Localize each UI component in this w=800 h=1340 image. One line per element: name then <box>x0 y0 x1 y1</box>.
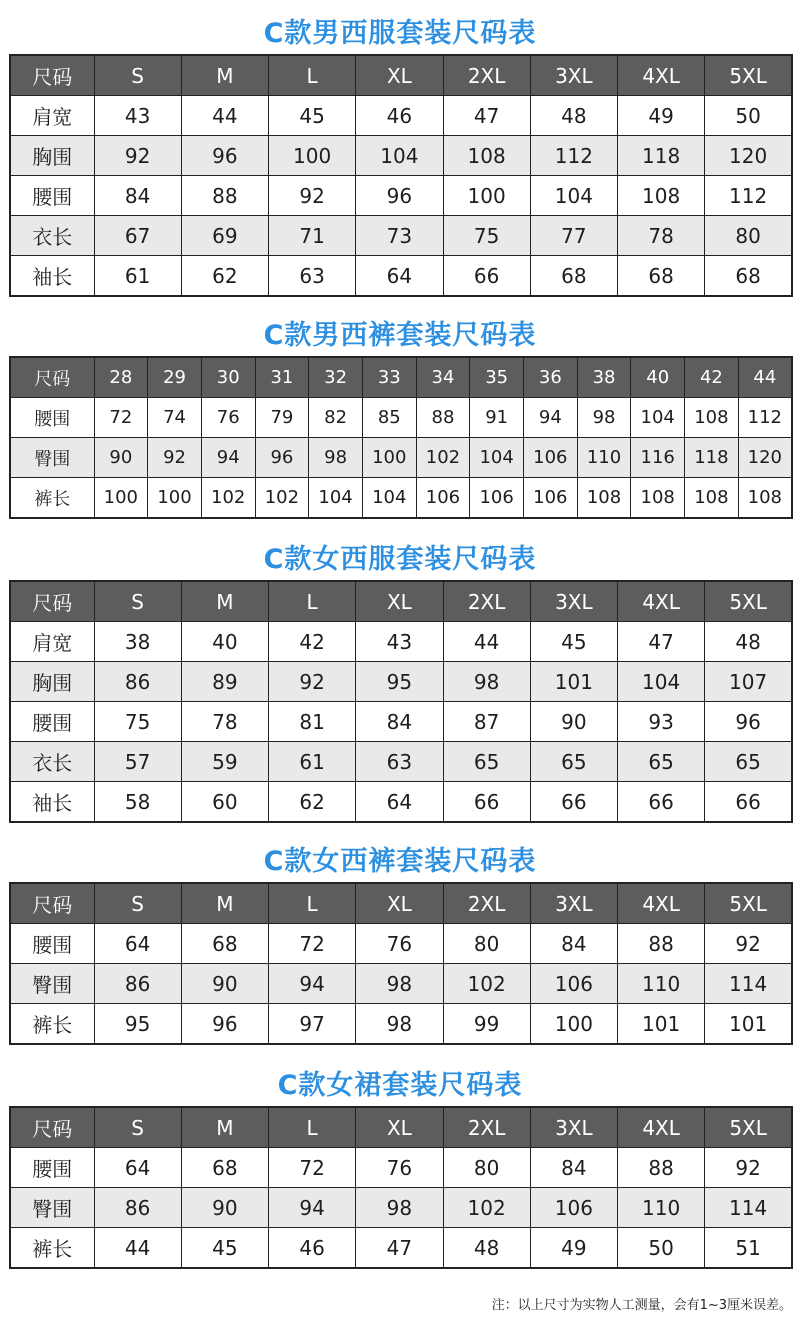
size-header-cell: 5XL <box>705 1107 792 1148</box>
measurement-value: 98 <box>443 662 530 702</box>
measurement-value: 38 <box>94 622 181 662</box>
table-row <box>10 398 792 438</box>
size-header-cell: M <box>181 581 268 622</box>
measurement-value: 61 <box>94 256 181 297</box>
measurement-value: 64 <box>94 1148 181 1188</box>
measurement-label: 臀围 <box>10 438 94 478</box>
womens-trousers-section <box>0 842 800 1045</box>
measurement-value: 108 <box>443 136 530 176</box>
measurement-value: 100 <box>148 478 202 519</box>
measurement-value: 64 <box>356 256 443 297</box>
table-row <box>10 782 792 823</box>
measurement-value: 102 <box>255 478 309 519</box>
measurement-value: 101 <box>705 1004 792 1045</box>
measurement-label: 袖长 <box>10 256 94 297</box>
measurement-value: 112 <box>705 176 792 216</box>
measurement-value: 44 <box>443 622 530 662</box>
measurement-label: 衣长 <box>10 216 94 256</box>
measurement-value: 92 <box>705 924 792 964</box>
mens-trousers-size-table <box>9 356 793 519</box>
measurement-value: 71 <box>269 216 356 256</box>
measurement-value: 86 <box>94 662 181 702</box>
measurement-value: 68 <box>705 256 792 297</box>
size-header-label: 尺码 <box>10 883 94 924</box>
size-header-cell: 4XL <box>618 1107 705 1148</box>
size-header-cell: 29 <box>148 357 202 398</box>
table-row <box>10 662 792 702</box>
measurement-value: 86 <box>94 1188 181 1228</box>
measurement-value: 106 <box>524 438 578 478</box>
measurement-label: 肩宽 <box>10 96 94 136</box>
size-header-cell: 30 <box>201 357 255 398</box>
size-header-cell: 36 <box>524 357 578 398</box>
measurement-value: 98 <box>356 1188 443 1228</box>
measurement-label: 裤长 <box>10 1004 94 1045</box>
measurement-value: 100 <box>530 1004 617 1045</box>
measurement-value: 110 <box>618 1188 705 1228</box>
size-header-cell: XL <box>356 581 443 622</box>
size-header-cell: S <box>94 55 181 96</box>
measurement-value: 64 <box>356 782 443 823</box>
header-row <box>10 1107 792 1148</box>
measurement-value: 65 <box>443 742 530 782</box>
size-header-cell: XL <box>356 1107 443 1148</box>
measurement-value: 104 <box>631 398 685 438</box>
measurement-label: 胸围 <box>10 662 94 702</box>
measurement-value: 51 <box>705 1228 792 1269</box>
size-header-cell: 28 <box>94 357 148 398</box>
measurement-value: 82 <box>309 398 363 438</box>
size-header-cell: 4XL <box>618 883 705 924</box>
measurement-value: 98 <box>577 398 631 438</box>
table-row <box>10 1148 792 1188</box>
table-row <box>10 96 792 136</box>
measurement-label: 袖长 <box>10 782 94 823</box>
measurement-value: 104 <box>618 662 705 702</box>
measurement-value: 76 <box>201 398 255 438</box>
table-row <box>10 216 792 256</box>
table-row <box>10 964 792 1004</box>
measurement-value: 66 <box>705 782 792 823</box>
measurement-value: 74 <box>148 398 202 438</box>
measurement-label: 裤长 <box>10 478 94 519</box>
size-header-cell: S <box>94 581 181 622</box>
measurement-value: 57 <box>94 742 181 782</box>
size-header-label: 尺码 <box>10 357 94 398</box>
measurement-value: 60 <box>181 782 268 823</box>
size-header-cell: 4XL <box>618 55 705 96</box>
measurement-value: 112 <box>530 136 617 176</box>
measurement-value: 96 <box>181 1004 268 1045</box>
measurement-value: 96 <box>705 702 792 742</box>
measurement-value: 88 <box>618 1148 705 1188</box>
measurement-value: 112 <box>738 398 792 438</box>
size-header-cell: L <box>269 1107 356 1148</box>
measurement-value: 87 <box>443 702 530 742</box>
measurement-value: 104 <box>470 438 524 478</box>
measurement-note: 注：以上尺寸为实物人工测量，会有1~3厘米误差。 <box>491 1298 792 1313</box>
table-title: C款女西服套装尺码表 <box>263 544 537 575</box>
measurement-value: 84 <box>94 176 181 216</box>
size-header-cell: M <box>181 883 268 924</box>
table-row <box>10 438 792 478</box>
measurement-value: 101 <box>530 662 617 702</box>
size-header-cell: L <box>269 883 356 924</box>
size-header-cell: S <box>94 883 181 924</box>
measurement-value: 44 <box>181 96 268 136</box>
size-header-cell: 2XL <box>443 55 530 96</box>
size-header-label: 尺码 <box>10 1107 94 1148</box>
measurement-value: 48 <box>530 96 617 136</box>
measurement-value: 92 <box>94 136 181 176</box>
size-header-cell: 5XL <box>705 581 792 622</box>
measurement-value: 110 <box>577 438 631 478</box>
table-title: C款女西裤套装尺码表 <box>263 846 537 877</box>
measurement-value: 92 <box>269 662 356 702</box>
size-header-cell: 44 <box>738 357 792 398</box>
measurement-value: 76 <box>356 1148 443 1188</box>
womens-skirt-section <box>0 1066 800 1269</box>
measurement-value: 78 <box>181 702 268 742</box>
measurement-value: 45 <box>530 622 617 662</box>
measurement-value: 88 <box>181 176 268 216</box>
table-title: C款男西服套装尺码表 <box>263 18 537 49</box>
measurement-value: 100 <box>94 478 148 519</box>
womens-suit-size-table <box>9 580 793 823</box>
measurement-value: 120 <box>705 136 792 176</box>
measurement-value: 95 <box>356 662 443 702</box>
measurement-value: 102 <box>201 478 255 519</box>
measurement-value: 62 <box>181 256 268 297</box>
measurement-value: 62 <box>269 782 356 823</box>
header-row <box>10 581 792 622</box>
measurement-value: 104 <box>356 136 443 176</box>
measurement-value: 48 <box>443 1228 530 1269</box>
measurement-value: 40 <box>181 622 268 662</box>
size-header-cell: 4XL <box>618 581 705 622</box>
measurement-value: 93 <box>618 702 705 742</box>
mens-trousers-section <box>0 316 800 519</box>
measurement-value: 80 <box>705 216 792 256</box>
measurement-value: 49 <box>530 1228 617 1269</box>
size-header-cell: 40 <box>631 357 685 398</box>
measurement-value: 100 <box>443 176 530 216</box>
size-header-cell: 35 <box>470 357 524 398</box>
measurement-value: 104 <box>530 176 617 216</box>
size-header-cell: 31 <box>255 357 309 398</box>
measurement-value: 64 <box>94 924 181 964</box>
measurement-value: 106 <box>530 964 617 1004</box>
measurement-value: 79 <box>255 398 309 438</box>
measurement-value: 106 <box>416 478 470 519</box>
table-row <box>10 1004 792 1045</box>
size-header-cell: 38 <box>577 357 631 398</box>
measurement-value: 46 <box>356 96 443 136</box>
size-header-cell: 5XL <box>705 55 792 96</box>
size-header-cell: M <box>181 1107 268 1148</box>
measurement-value: 106 <box>470 478 524 519</box>
measurement-value: 68 <box>530 256 617 297</box>
measurement-value: 68 <box>181 924 268 964</box>
measurement-value: 90 <box>181 964 268 1004</box>
measurement-value: 118 <box>685 438 739 478</box>
womens-suit-section <box>0 540 800 823</box>
measurement-label: 腰围 <box>10 398 94 438</box>
measurement-value: 94 <box>201 438 255 478</box>
measurement-value: 68 <box>618 256 705 297</box>
table-row <box>10 1188 792 1228</box>
measurement-label: 腰围 <box>10 924 94 964</box>
mens-suit-size-table <box>9 54 793 297</box>
table-row <box>10 742 792 782</box>
size-header-cell: 3XL <box>530 581 617 622</box>
measurement-value: 75 <box>94 702 181 742</box>
measurement-label: 臀围 <box>10 964 94 1004</box>
measurement-value: 45 <box>269 96 356 136</box>
measurement-value: 76 <box>356 924 443 964</box>
size-header-cell: L <box>269 55 356 96</box>
header-row <box>10 883 792 924</box>
size-header-cell: 3XL <box>530 1107 617 1148</box>
mens-suit-section <box>0 14 800 297</box>
header-row <box>10 55 792 96</box>
measurement-value: 72 <box>269 1148 356 1188</box>
measurement-value: 69 <box>181 216 268 256</box>
size-header-cell: XL <box>356 55 443 96</box>
size-header-cell: XL <box>356 883 443 924</box>
measurement-label: 衣长 <box>10 742 94 782</box>
measurement-value: 48 <box>705 622 792 662</box>
measurement-value: 102 <box>443 1188 530 1228</box>
measurement-value: 73 <box>356 216 443 256</box>
womens-skirt-size-table <box>9 1106 793 1269</box>
measurement-value: 114 <box>705 964 792 1004</box>
measurement-value: 46 <box>269 1228 356 1269</box>
measurement-value: 63 <box>356 742 443 782</box>
measurement-value: 120 <box>738 438 792 478</box>
table-title: C款女裙套装尺码表 <box>277 1070 523 1101</box>
measurement-value: 66 <box>443 256 530 297</box>
measurement-value: 99 <box>443 1004 530 1045</box>
size-header-cell: 33 <box>362 357 416 398</box>
measurement-value: 72 <box>94 398 148 438</box>
measurement-value: 88 <box>416 398 470 438</box>
measurement-value: 100 <box>269 136 356 176</box>
measurement-label: 腰围 <box>10 702 94 742</box>
measurement-value: 88 <box>618 924 705 964</box>
measurement-value: 77 <box>530 216 617 256</box>
size-header-cell: S <box>94 1107 181 1148</box>
womens-trousers-size-table <box>9 882 793 1045</box>
measurement-value: 66 <box>530 782 617 823</box>
size-header-cell: 5XL <box>705 883 792 924</box>
measurement-value: 96 <box>181 136 268 176</box>
measurement-value: 104 <box>309 478 363 519</box>
measurement-value: 116 <box>631 438 685 478</box>
measurement-value: 47 <box>618 622 705 662</box>
measurement-value: 90 <box>530 702 617 742</box>
measurement-value: 49 <box>618 96 705 136</box>
size-header-cell: 2XL <box>443 883 530 924</box>
measurement-value: 85 <box>362 398 416 438</box>
measurement-value: 42 <box>269 622 356 662</box>
measurement-value: 98 <box>356 964 443 1004</box>
table-row <box>10 924 792 964</box>
measurement-value: 90 <box>181 1188 268 1228</box>
measurement-value: 84 <box>356 702 443 742</box>
measurement-value: 80 <box>443 924 530 964</box>
measurement-value: 91 <box>470 398 524 438</box>
measurement-value: 108 <box>738 478 792 519</box>
size-header-cell: L <box>269 581 356 622</box>
measurement-value: 102 <box>416 438 470 478</box>
table-row <box>10 702 792 742</box>
measurement-value: 104 <box>362 478 416 519</box>
measurement-value: 67 <box>94 216 181 256</box>
measurement-value: 90 <box>94 438 148 478</box>
measurement-value: 101 <box>618 1004 705 1045</box>
measurement-value: 98 <box>309 438 363 478</box>
measurement-value: 61 <box>269 742 356 782</box>
measurement-value: 106 <box>530 1188 617 1228</box>
measurement-label: 肩宽 <box>10 622 94 662</box>
measurement-value: 59 <box>181 742 268 782</box>
table-row <box>10 622 792 662</box>
measurement-value: 108 <box>685 478 739 519</box>
measurement-value: 95 <box>94 1004 181 1045</box>
measurement-value: 108 <box>631 478 685 519</box>
size-header-cell: 3XL <box>530 883 617 924</box>
measurement-value: 84 <box>530 1148 617 1188</box>
size-header-cell: M <box>181 55 268 96</box>
measurement-value: 65 <box>530 742 617 782</box>
measurement-value: 94 <box>524 398 578 438</box>
measurement-value: 97 <box>269 1004 356 1045</box>
measurement-value: 92 <box>269 176 356 216</box>
measurement-value: 94 <box>269 964 356 1004</box>
measurement-value: 68 <box>181 1148 268 1188</box>
measurement-value: 43 <box>356 622 443 662</box>
measurement-value: 63 <box>269 256 356 297</box>
measurement-value: 108 <box>577 478 631 519</box>
measurement-value: 92 <box>148 438 202 478</box>
size-header-cell: 2XL <box>443 581 530 622</box>
measurement-value: 108 <box>618 176 705 216</box>
measurement-value: 107 <box>705 662 792 702</box>
table-row <box>10 478 792 519</box>
table-row <box>10 176 792 216</box>
measurement-value: 92 <box>705 1148 792 1188</box>
size-header-cell: 42 <box>685 357 739 398</box>
measurement-value: 47 <box>443 96 530 136</box>
measurement-value: 65 <box>618 742 705 782</box>
table-row <box>10 1228 792 1269</box>
measurement-value: 89 <box>181 662 268 702</box>
measurement-label: 裤长 <box>10 1228 94 1269</box>
table-title: C款男西裤套装尺码表 <box>263 320 537 351</box>
table-row <box>10 256 792 297</box>
measurement-value: 65 <box>705 742 792 782</box>
measurement-value: 43 <box>94 96 181 136</box>
measurement-value: 50 <box>618 1228 705 1269</box>
size-header-cell: 3XL <box>530 55 617 96</box>
measurement-value: 96 <box>356 176 443 216</box>
measurement-value: 110 <box>618 964 705 1004</box>
size-header-cell: 34 <box>416 357 470 398</box>
measurement-label: 臀围 <box>10 1188 94 1228</box>
measurement-value: 102 <box>443 964 530 1004</box>
header-row <box>10 357 792 398</box>
measurement-value: 100 <box>362 438 416 478</box>
measurement-value: 94 <box>269 1188 356 1228</box>
measurement-value: 72 <box>269 924 356 964</box>
table-row <box>10 136 792 176</box>
measurement-value: 118 <box>618 136 705 176</box>
measurement-value: 47 <box>356 1228 443 1269</box>
measurement-value: 106 <box>524 478 578 519</box>
size-header-cell: 2XL <box>443 1107 530 1148</box>
measurement-value: 66 <box>618 782 705 823</box>
measurement-value: 80 <box>443 1148 530 1188</box>
measurement-value: 84 <box>530 924 617 964</box>
size-header-cell: 32 <box>309 357 363 398</box>
measurement-value: 98 <box>356 1004 443 1045</box>
measurement-label: 胸围 <box>10 136 94 176</box>
measurement-value: 86 <box>94 964 181 1004</box>
measurement-value: 75 <box>443 216 530 256</box>
measurement-value: 81 <box>269 702 356 742</box>
measurement-value: 50 <box>705 96 792 136</box>
measurement-value: 114 <box>705 1188 792 1228</box>
measurement-value: 96 <box>255 438 309 478</box>
measurement-value: 108 <box>685 398 739 438</box>
measurement-value: 66 <box>443 782 530 823</box>
measurement-value: 44 <box>94 1228 181 1269</box>
measurement-label: 腰围 <box>10 176 94 216</box>
measurement-value: 45 <box>181 1228 268 1269</box>
measurement-value: 78 <box>618 216 705 256</box>
size-header-label: 尺码 <box>10 581 94 622</box>
measurement-value: 58 <box>94 782 181 823</box>
measurement-label: 腰围 <box>10 1148 94 1188</box>
size-header-label: 尺码 <box>10 55 94 96</box>
